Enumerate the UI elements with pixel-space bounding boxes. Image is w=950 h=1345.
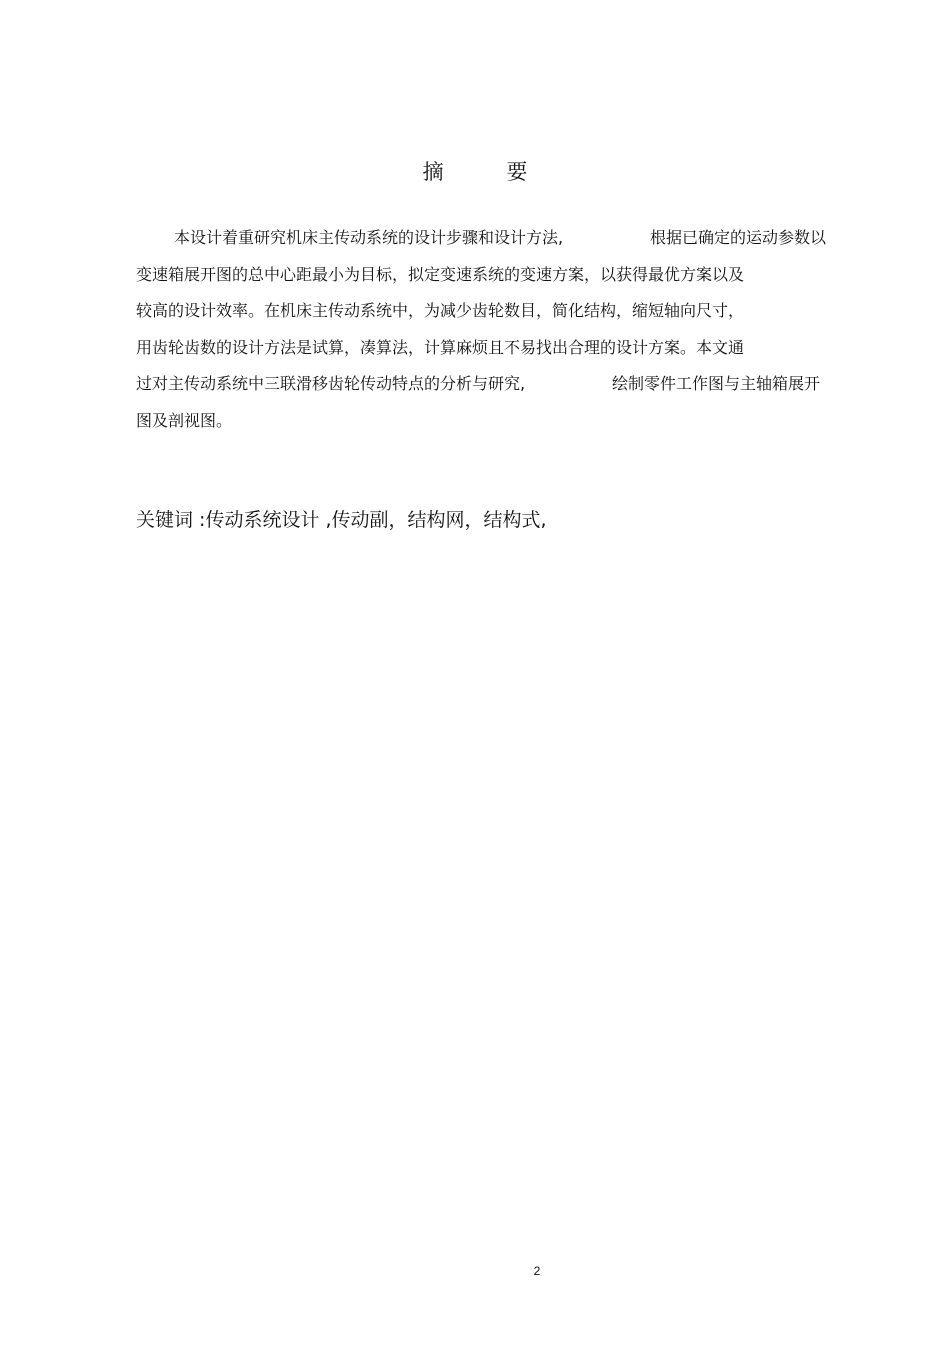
keywords-value: 传动系统设计 ,传动副，结构网，结构式, <box>205 509 547 531</box>
abstract-line-6 <box>136 407 866 444</box>
abstract-line-1 <box>136 224 866 261</box>
keywords-label: 关键词 : <box>136 509 206 531</box>
abstract-line-3 <box>136 297 866 334</box>
abstract-line-5 <box>136 370 866 407</box>
abstract-body <box>136 224 866 444</box>
abstract-line-5b: 绘制零件工作图与主轴箱展开 <box>612 374 821 394</box>
abstract-line-4-text: 用齿轮齿数的设计方法是试算，凑算法，计算麻烦且不易找出合理的设计方案。本文通 <box>136 337 745 357</box>
page-title: 摘 要 <box>422 160 556 184</box>
abstract-line-3-text: 较高的设计效率。在机床主传动系统中，为减少齿轮数目，简化结构，缩短轴向尺寸， <box>136 301 745 321</box>
abstract-line-2 <box>136 261 866 298</box>
abstract-line-5a: 过对主传动系统中三联滑移齿轮传动特点的分析与研究, <box>136 374 526 394</box>
keywords-line <box>136 503 547 537</box>
page-number: 2 <box>533 1264 541 1278</box>
abstract-line-1a: 本设计着重研究机床主传动系统的设计步骤和设计方法, <box>174 228 564 247</box>
abstract-line-4 <box>136 334 866 371</box>
abstract-line-6-text: 图及剖视图。 <box>136 410 233 430</box>
abstract-line-1b: 根据已确定的运动参数以 <box>650 228 827 247</box>
abstract-line-2-text: 变速箱展开图的总中心距最小为目标，拟定变速系统的变速方案，以获得最优方案以及 <box>136 264 745 284</box>
